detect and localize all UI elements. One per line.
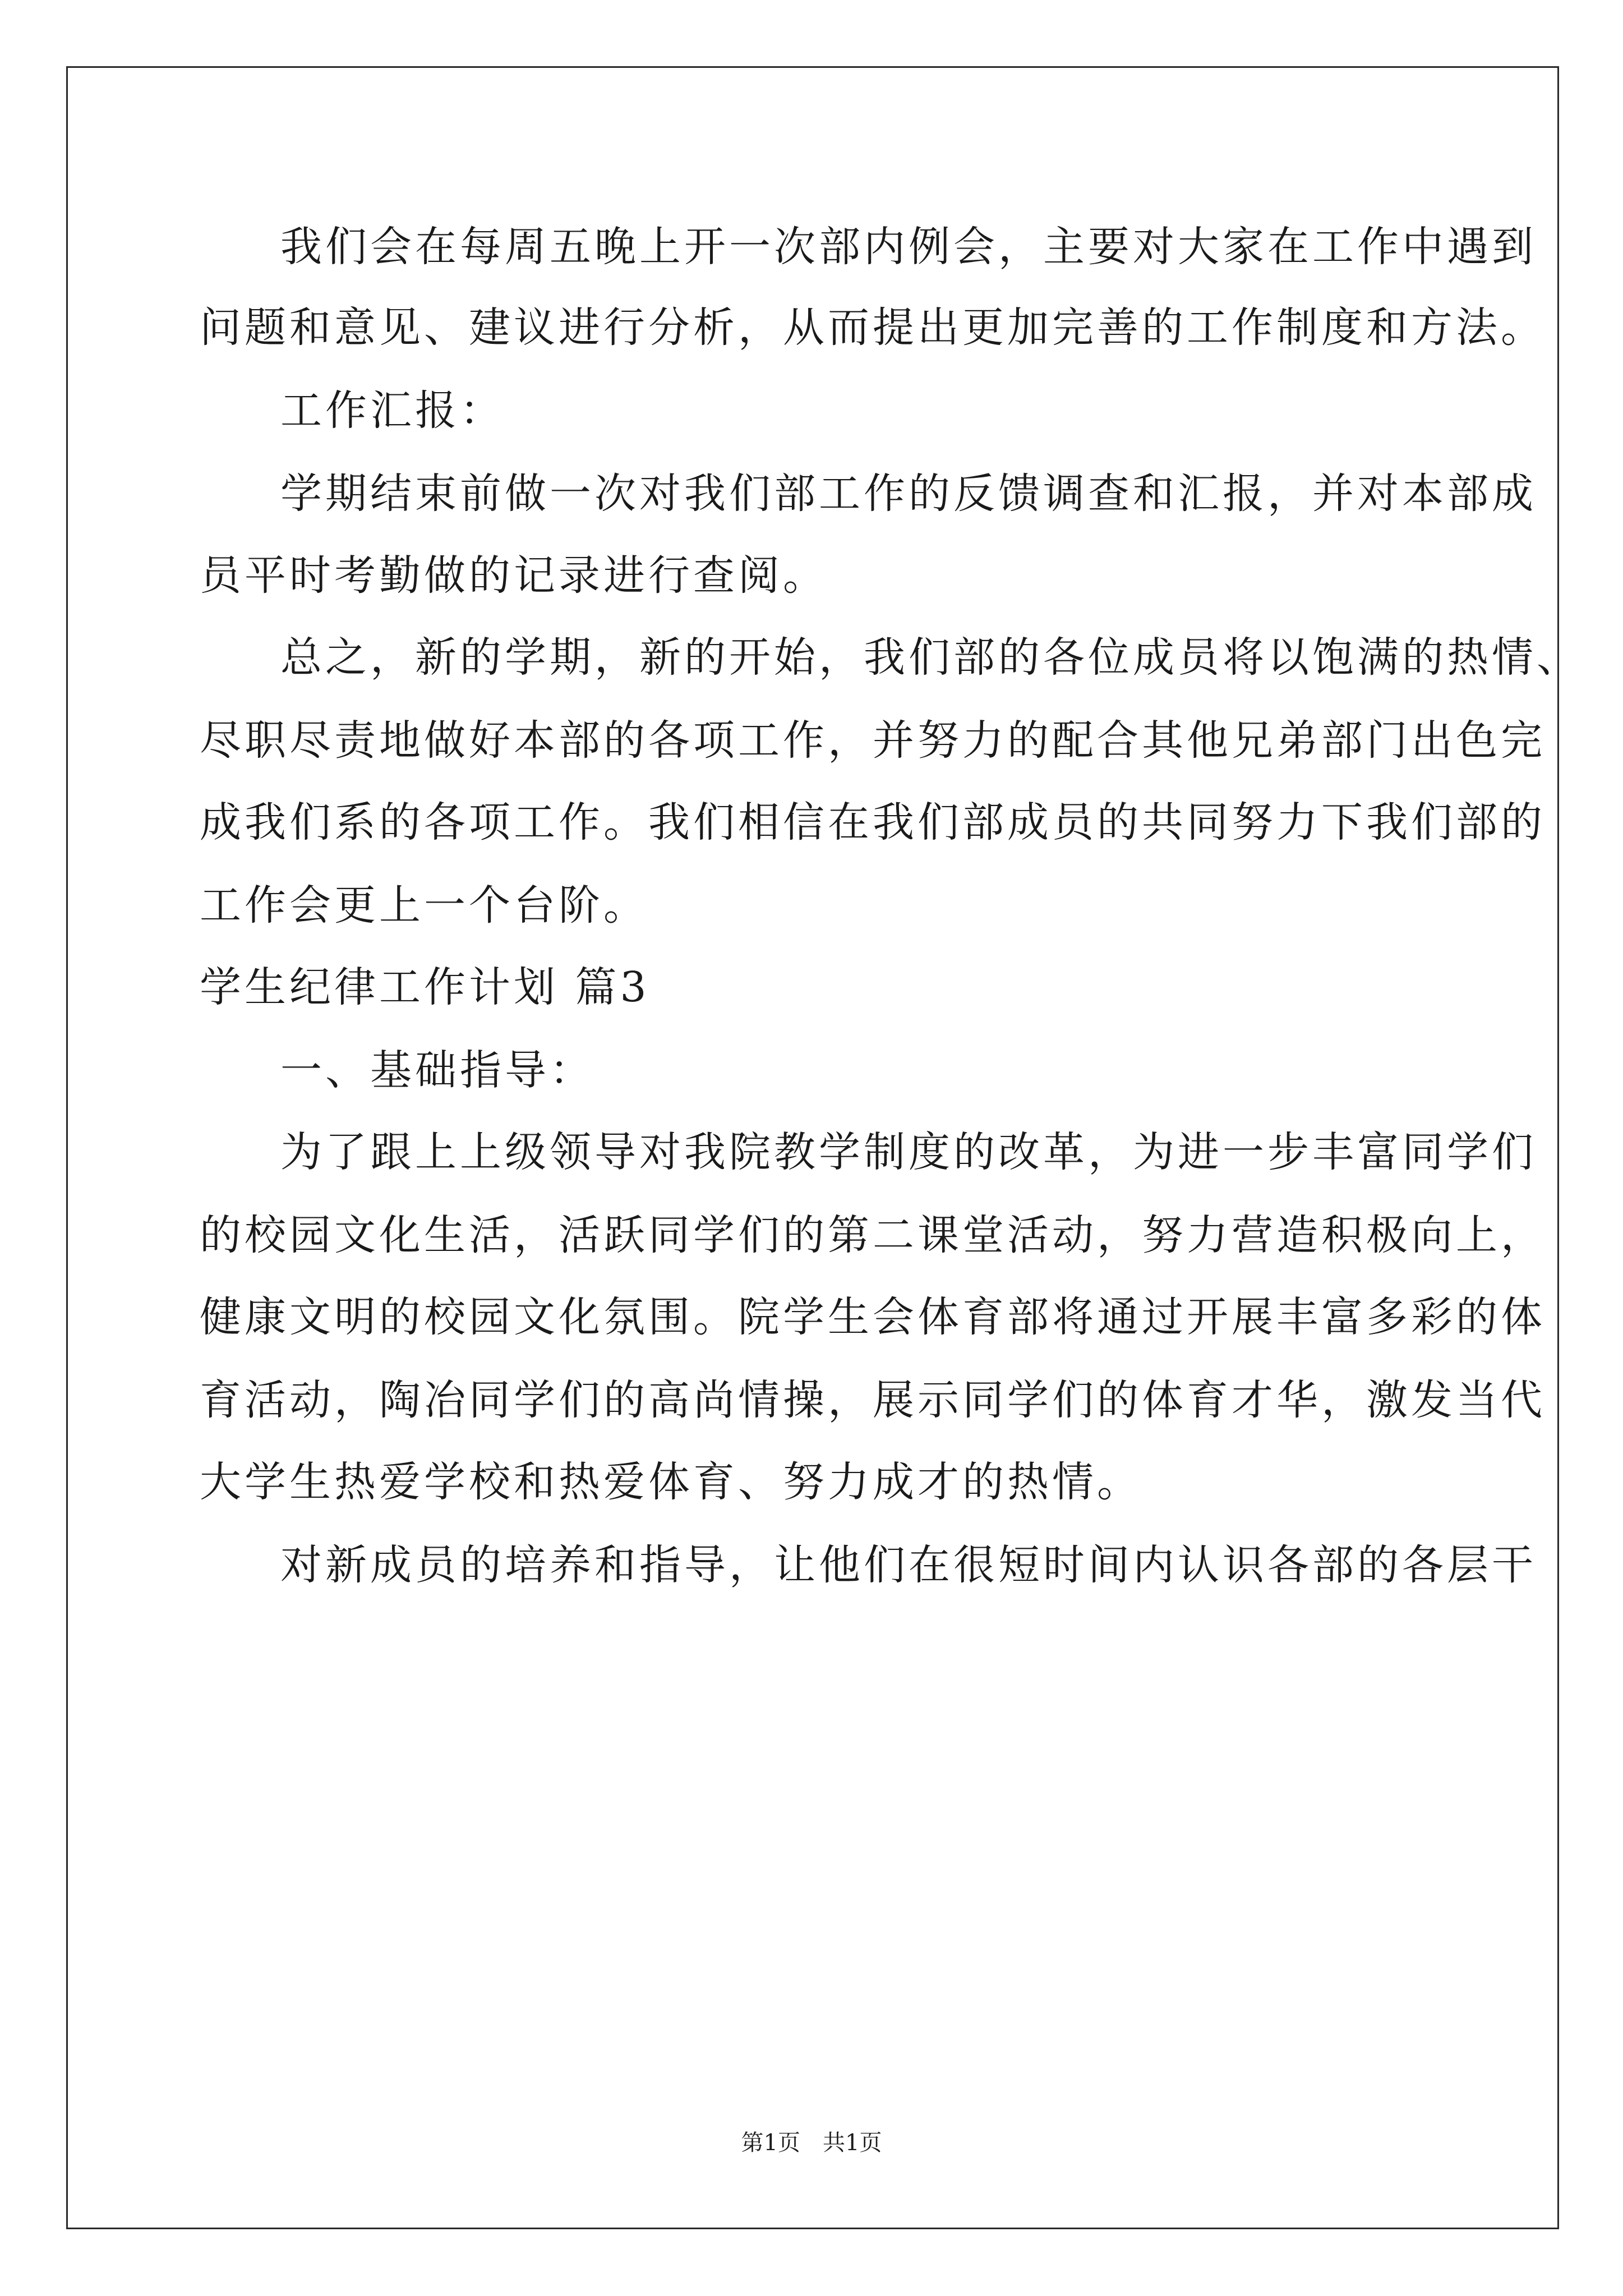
paragraph-line: 学期结束前做一次对我们部工作的反馈调查和汇报，并对本部成 <box>280 470 1537 518</box>
paragraph-line: 问题和意见、建议进行分析，从而提出更加完善的工作制度和方法。 <box>200 303 1546 352</box>
paragraph-line: 对新成员的培养和指导，让他们在很短时间内认识各部的各层干 <box>280 1541 1537 1589</box>
paragraph-line: 总之，新的学期，新的开始，我们部的各位成员将以饱满的热情、 <box>280 633 1581 682</box>
paragraph-line: 健康文明的校园文化氛围。院学生会体育部将通过开展丰富多彩的体 <box>200 1293 1546 1341</box>
document-title: 学生纪律工作计划 篇3 <box>200 963 650 1011</box>
paragraph-line: 大学生热爱学校和热爱体育、努力成才的热情。 <box>200 1458 1142 1506</box>
paragraph-line: 的校园文化生活，活跃同学们的第二课堂活动，努力营造积极向上， <box>200 1211 1546 1259</box>
paragraph-line: 为了跟上上级领导对我院教学制度的改革，为进一步丰富同学们 <box>280 1128 1537 1176</box>
page-footer: 第1页 共1页 <box>741 2130 882 2156</box>
paragraph-line: 育活动，陶冶同学们的高尚情操，展示同学们的体育才华，激发当代 <box>200 1376 1546 1424</box>
section-heading: 一、基础指导： <box>280 1046 594 1094</box>
paragraph-line: 成我们系的各项工作。我们相信在我们部成员的共同努力下我们部的 <box>200 798 1546 846</box>
paragraph-line: 我们会在每周五晚上开一次部内例会，主要对大家在工作中遇到 <box>280 223 1537 271</box>
paragraph-line: 员平时考勤做的记录进行查阅。 <box>200 551 828 600</box>
section-heading: 工作汇报： <box>280 386 505 435</box>
paragraph-line: 尽职尽责地做好本部的各项工作，并努力的配合其他兄弟部门出色完 <box>200 716 1546 765</box>
paragraph-line: 工作会更上一个台阶。 <box>200 881 648 930</box>
